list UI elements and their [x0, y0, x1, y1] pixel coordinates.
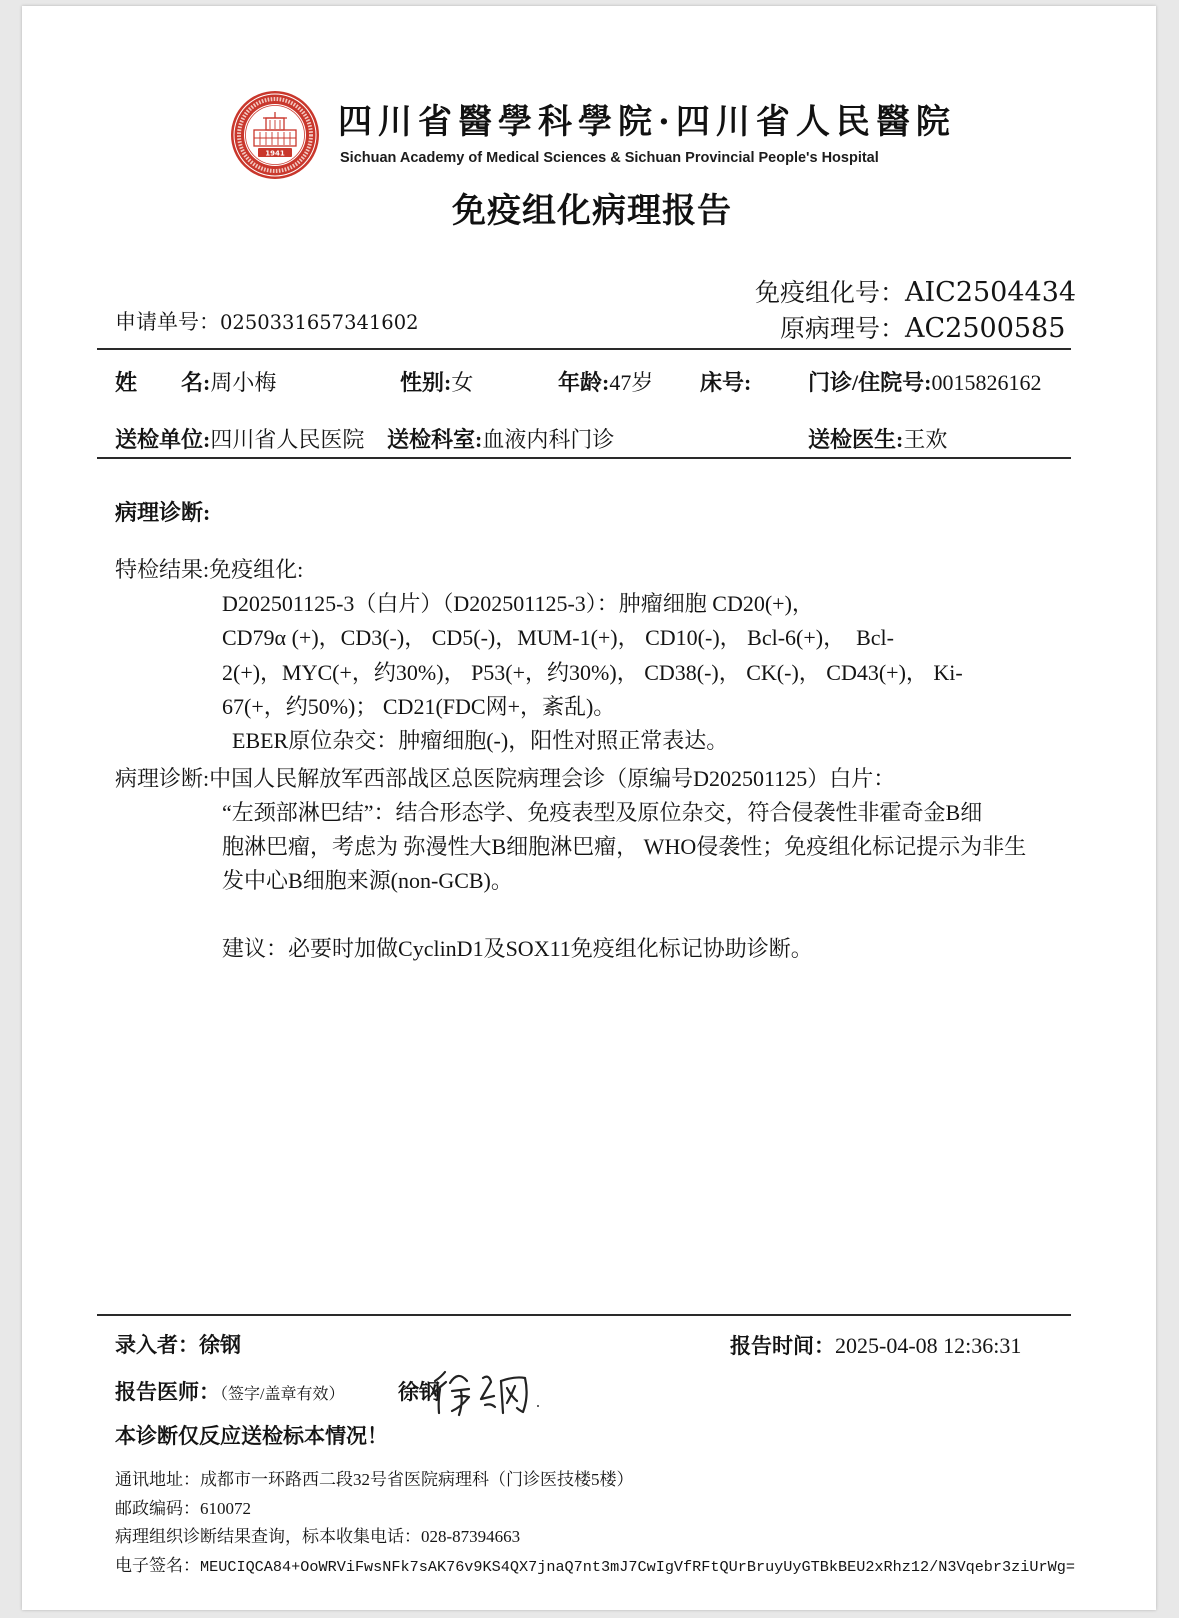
hospital-seal-logo — [230, 90, 320, 180]
patient-age-value: 47岁 — [609, 370, 654, 395]
signature-validity-note: （签字/盖章有效） — [220, 1386, 345, 1403]
disclaimer: 本诊断仅反应送检标本情况！ — [115, 1424, 388, 1448]
submitting-department-value: 血液内科门诊 — [482, 427, 615, 452]
ihc-number-row — [700, 279, 1076, 306]
report-time-value: 2025-04-08 12:36:31 — [835, 1333, 1022, 1358]
phone-label: 病理组织诊断结果查询，标本收集电话： — [115, 1527, 421, 1546]
address-label: 通讯地址： — [115, 1470, 200, 1489]
address-row — [115, 1471, 634, 1488]
report-time-label: 报告时间： — [730, 1334, 835, 1358]
submitting-unit-value: 四川省人民医院 — [210, 427, 365, 452]
diagnosis-heading: 病理诊断: — [115, 500, 211, 525]
phone-row — [115, 1528, 520, 1545]
patient-sex-label: 性别: — [400, 370, 452, 395]
institution-name-chinese: 四川省醫學科學院·四川省人民醫院 — [338, 102, 956, 142]
patient-name-label: 姓 名: — [115, 370, 211, 395]
submitting-doctor-value: 王欢 — [903, 427, 948, 452]
submitting-doctor-label: 送检医生: — [808, 427, 904, 452]
ihc-result-line: D202501125-3（白片）（D202501125-3）：肿瘤细胞 CD20(+)， — [222, 591, 814, 616]
submitting-department-label: 送检科室: — [387, 427, 483, 452]
clinic-number-label: 门诊/住院号: — [808, 370, 932, 395]
original-pathology-number-row — [700, 315, 1065, 342]
patient-name-field — [115, 372, 276, 394]
reporting-physician-label: 报告医师： — [115, 1380, 220, 1404]
patient-sex-field — [400, 372, 473, 394]
suggestion-row — [222, 938, 813, 960]
entered-by-row — [115, 1335, 241, 1356]
address-value: 成都市一环路西二段32号省医院病理科（门诊医技楼5楼） — [200, 1470, 634, 1489]
electronic-signature-row — [115, 1557, 1075, 1575]
ihc-number-label: 免疫组化号： — [754, 280, 905, 307]
postcode-value: 610072 — [200, 1499, 251, 1518]
diagnosis-line: 中国人民解放军西部战区总医院病理会诊（原编号D202501125）白片： — [209, 766, 896, 791]
logo-year: 1941 — [265, 149, 285, 158]
institution-name-english: Sichuan Academy of Medical Sciences & Sichuan Provincial People's Hospital — [340, 150, 879, 166]
special-exam-label: 特检结果: — [115, 557, 210, 582]
bed-number-field — [700, 372, 751, 394]
patient-age-field — [558, 372, 653, 394]
ihc-result-line: 2(+)，MYC(+，约30%)， P53(+，约30%)， CD38(-)， CK(-)， CD43(+)， Ki- — [222, 660, 963, 685]
entered-by-value: 徐钢 — [199, 1333, 241, 1357]
report-time-row — [730, 1335, 1021, 1357]
reporting-physician-name: 徐钢 — [398, 1380, 440, 1404]
bed-number-label: 床号: — [700, 370, 752, 395]
clinic-number-field — [808, 372, 1041, 394]
entered-by-label: 录入者： — [115, 1333, 199, 1357]
divider — [97, 348, 1071, 350]
ihc-result-line: CD79α (+)，CD3(-)， CD5(-)，MUM-1(+)， CD10(-)， Bcl-6(+)， Bcl- — [222, 625, 894, 650]
diagnosis-label: 病理诊断: — [115, 766, 210, 791]
submitting-unit-label: 送检单位: — [115, 427, 211, 452]
patient-sex-value: 女 — [451, 370, 474, 395]
special-exam-row — [115, 559, 303, 581]
divider — [97, 1314, 1071, 1316]
electronic-signature-value: MEUCIQCA84+OoWRViFwsNFk7sAK76v9KS4QX7jnaQ7nt3mJ7CwIgVfRFtQUrBruyUyGTBkBEU2xRhz12/N3Vqebr3ziUrWg= — [200, 1558, 1075, 1576]
suggestion-text: 必要时加做CyclinD1及SOX11免疫组化标记协助诊断。 — [288, 936, 813, 961]
submitting-department-field — [387, 429, 614, 451]
submitting-doctor-field — [808, 429, 947, 451]
clinic-number-value: 0015826162 — [931, 370, 1042, 395]
original-pathology-number-label: 原病理号： — [779, 316, 905, 343]
postcode-label: 邮政编码： — [115, 1499, 200, 1518]
phone-value: 028-87394663 — [421, 1527, 521, 1546]
electronic-signature-label: 电子签名： — [115, 1556, 200, 1575]
divider — [97, 457, 1071, 459]
patient-name-value: 周小梅 — [210, 370, 277, 395]
diagnosis-line: 胞淋巴瘤，考虑为 弥漫性大B细胞淋巴瘤， WHO侵袭性；免疫组化标记提示为非生 — [222, 834, 1027, 859]
handwritten-signature — [428, 1366, 546, 1420]
special-exam-method: 免疫组化: — [209, 557, 304, 582]
eber-result-line: EBER原位杂交：肿瘤细胞(-)，阳性对照正常表达。 — [232, 728, 729, 753]
suggestion-label: 建议： — [222, 936, 289, 961]
ihc-result-line: 67(+，约50%)； CD21(FDC网+，紊乱)。 — [222, 694, 616, 719]
diagnosis-row — [115, 768, 895, 790]
request-number-value: 0250331657341602 — [220, 311, 419, 334]
diagnosis-line: “左颈部淋巴结”：结合形态学、免疫表型及原位杂交，符合侵袭性非霍奇金B细 — [222, 800, 983, 825]
submitting-unit-field — [115, 429, 364, 451]
ihc-number-value: AIC2504434 — [905, 277, 1077, 308]
request-number-row — [115, 312, 419, 333]
request-number-label: 申请单号： — [115, 310, 220, 334]
report-title: 免疫组化病理报告 — [452, 193, 732, 230]
patient-age-label: 年龄: — [558, 370, 610, 395]
reporting-physician-row — [115, 1382, 344, 1403]
postcode-row — [115, 1500, 251, 1517]
diagnosis-line: 发中心B细胞来源(non-GCB)。 — [222, 868, 513, 893]
original-pathology-number-value: AC2500585 — [905, 313, 1066, 344]
